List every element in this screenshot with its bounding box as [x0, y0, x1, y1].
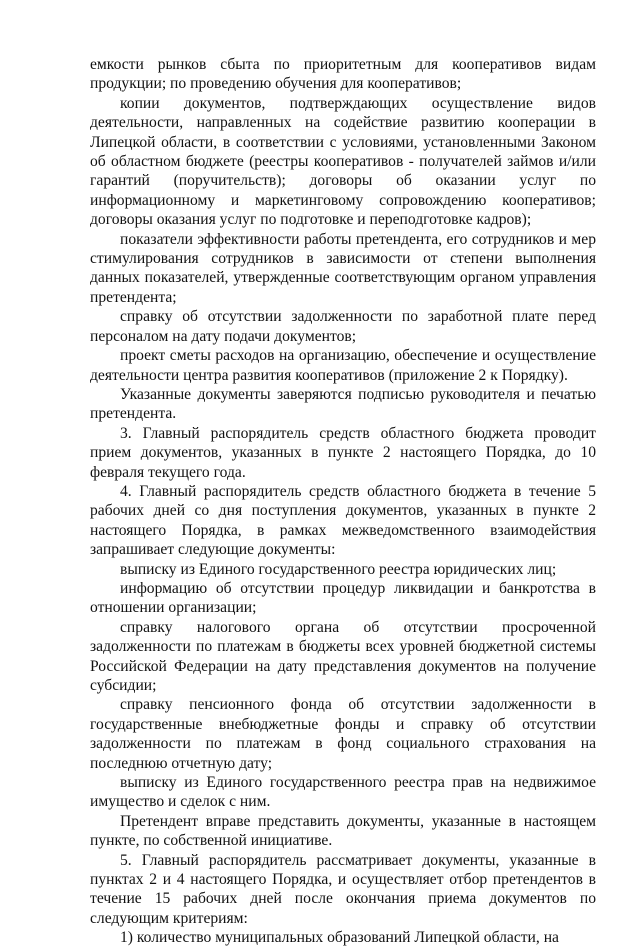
- document-page: [90, 55, 596, 948]
- paragraph-cost-estimate: проект сметы расходов на организацию, обеспечение и осуществление деятельности центра развития кооперативов (приложение 2 к Порядку).: [90, 347, 596, 384]
- paragraph-certification: Указанные документы заверяются подписью руководителя и печатью претендента.: [90, 385, 596, 423]
- paragraph-pension-fund-certificate: справку пенсионного фонда об отсутствии задолженности в государственные внебюджетные фонды и справку об отсутствии задолженности по платежам в фонд социального страхования на последнюю отчетную дату;: [90, 696, 596, 772]
- paragraph-own-initiative: Претендент вправе представить документы, указанные в настоящем пункте, по собственной инициативе.: [90, 812, 596, 850]
- paragraph-tax-certificate: справку налогового органа об отсутствии просроченной задолженности по платежам в бюджеты всех уровней бюджетной системы Российской Федерации на дату представления документов на получение субсидии;: [90, 618, 596, 694]
- paragraph-item-4: 4. Главный распорядитель средств областного бюджета в течение 5 рабочих дней со дня поступления документов, указанных в пункте 2 настоящего Порядка, в рамках межведомственного взаимодействия запрашивает следующие документы:: [90, 482, 596, 559]
- paragraph-continuation: емкости рынков сбыта по приоритетным для кооперативов видам продукции; по проведению обучения для кооперативов;: [90, 56, 596, 93]
- paragraph-item-3: 3. Главный распорядитель средств областного бюджета проводит прием документов, указанных в пункте 2 настоящего Порядка, до 10 февраля текущего года.: [90, 424, 596, 481]
- paragraph-real-estate-extract: выписку из Единого государственного реестра прав на недвижимое имущество и сделок с ним.: [90, 774, 596, 811]
- paragraph-efficiency-indicators: показатели эффективности работы претендента, его сотрудников и мер стимулирования сотрудников в зависимости от степени выполнения данных показателей, утвержденные соответствующим органом управления претендента;: [90, 230, 596, 306]
- paragraph-salary-debt-certificate: справку об отсутствии задолженности по заработной плате перед персоналом на дату подачи документов;: [90, 308, 596, 345]
- paragraph-item-5: 5. Главный распорядитель рассматривает документы, указанные в пунктах 2 и 4 настоящего Порядка, и осуществляет отбор претендентов в течение 15 рабочих дней после окончания приема документов по следующим критериям:: [90, 851, 596, 927]
- paragraph-criterion-1: 1) количество муниципальных образований Липецкой области, на: [120, 929, 559, 947]
- paragraph-legal-entities-extract: выписку из Единого государственного реестра юридических лиц;: [120, 560, 557, 578]
- paragraph-copies-of-documents: копии документов, подтверждающих осуществление видов деятельности, направленных на содействие развитию кооперации в Липецкой области, в соответствии с условиями, установленными Законом об областном бюджете (реестры кооперативов - получателей займов и/или гарантий (поручительств); договоры об оказании услуг по информационному и маркетинговому сопровождению кооперативов; договоры оказания услуг по подготовке и переподготовке кадров);: [90, 94, 596, 229]
- paragraph-liquidation-info: информацию об отсутствии процедур ликвидации и банкротства в отношении организации;: [90, 579, 596, 617]
